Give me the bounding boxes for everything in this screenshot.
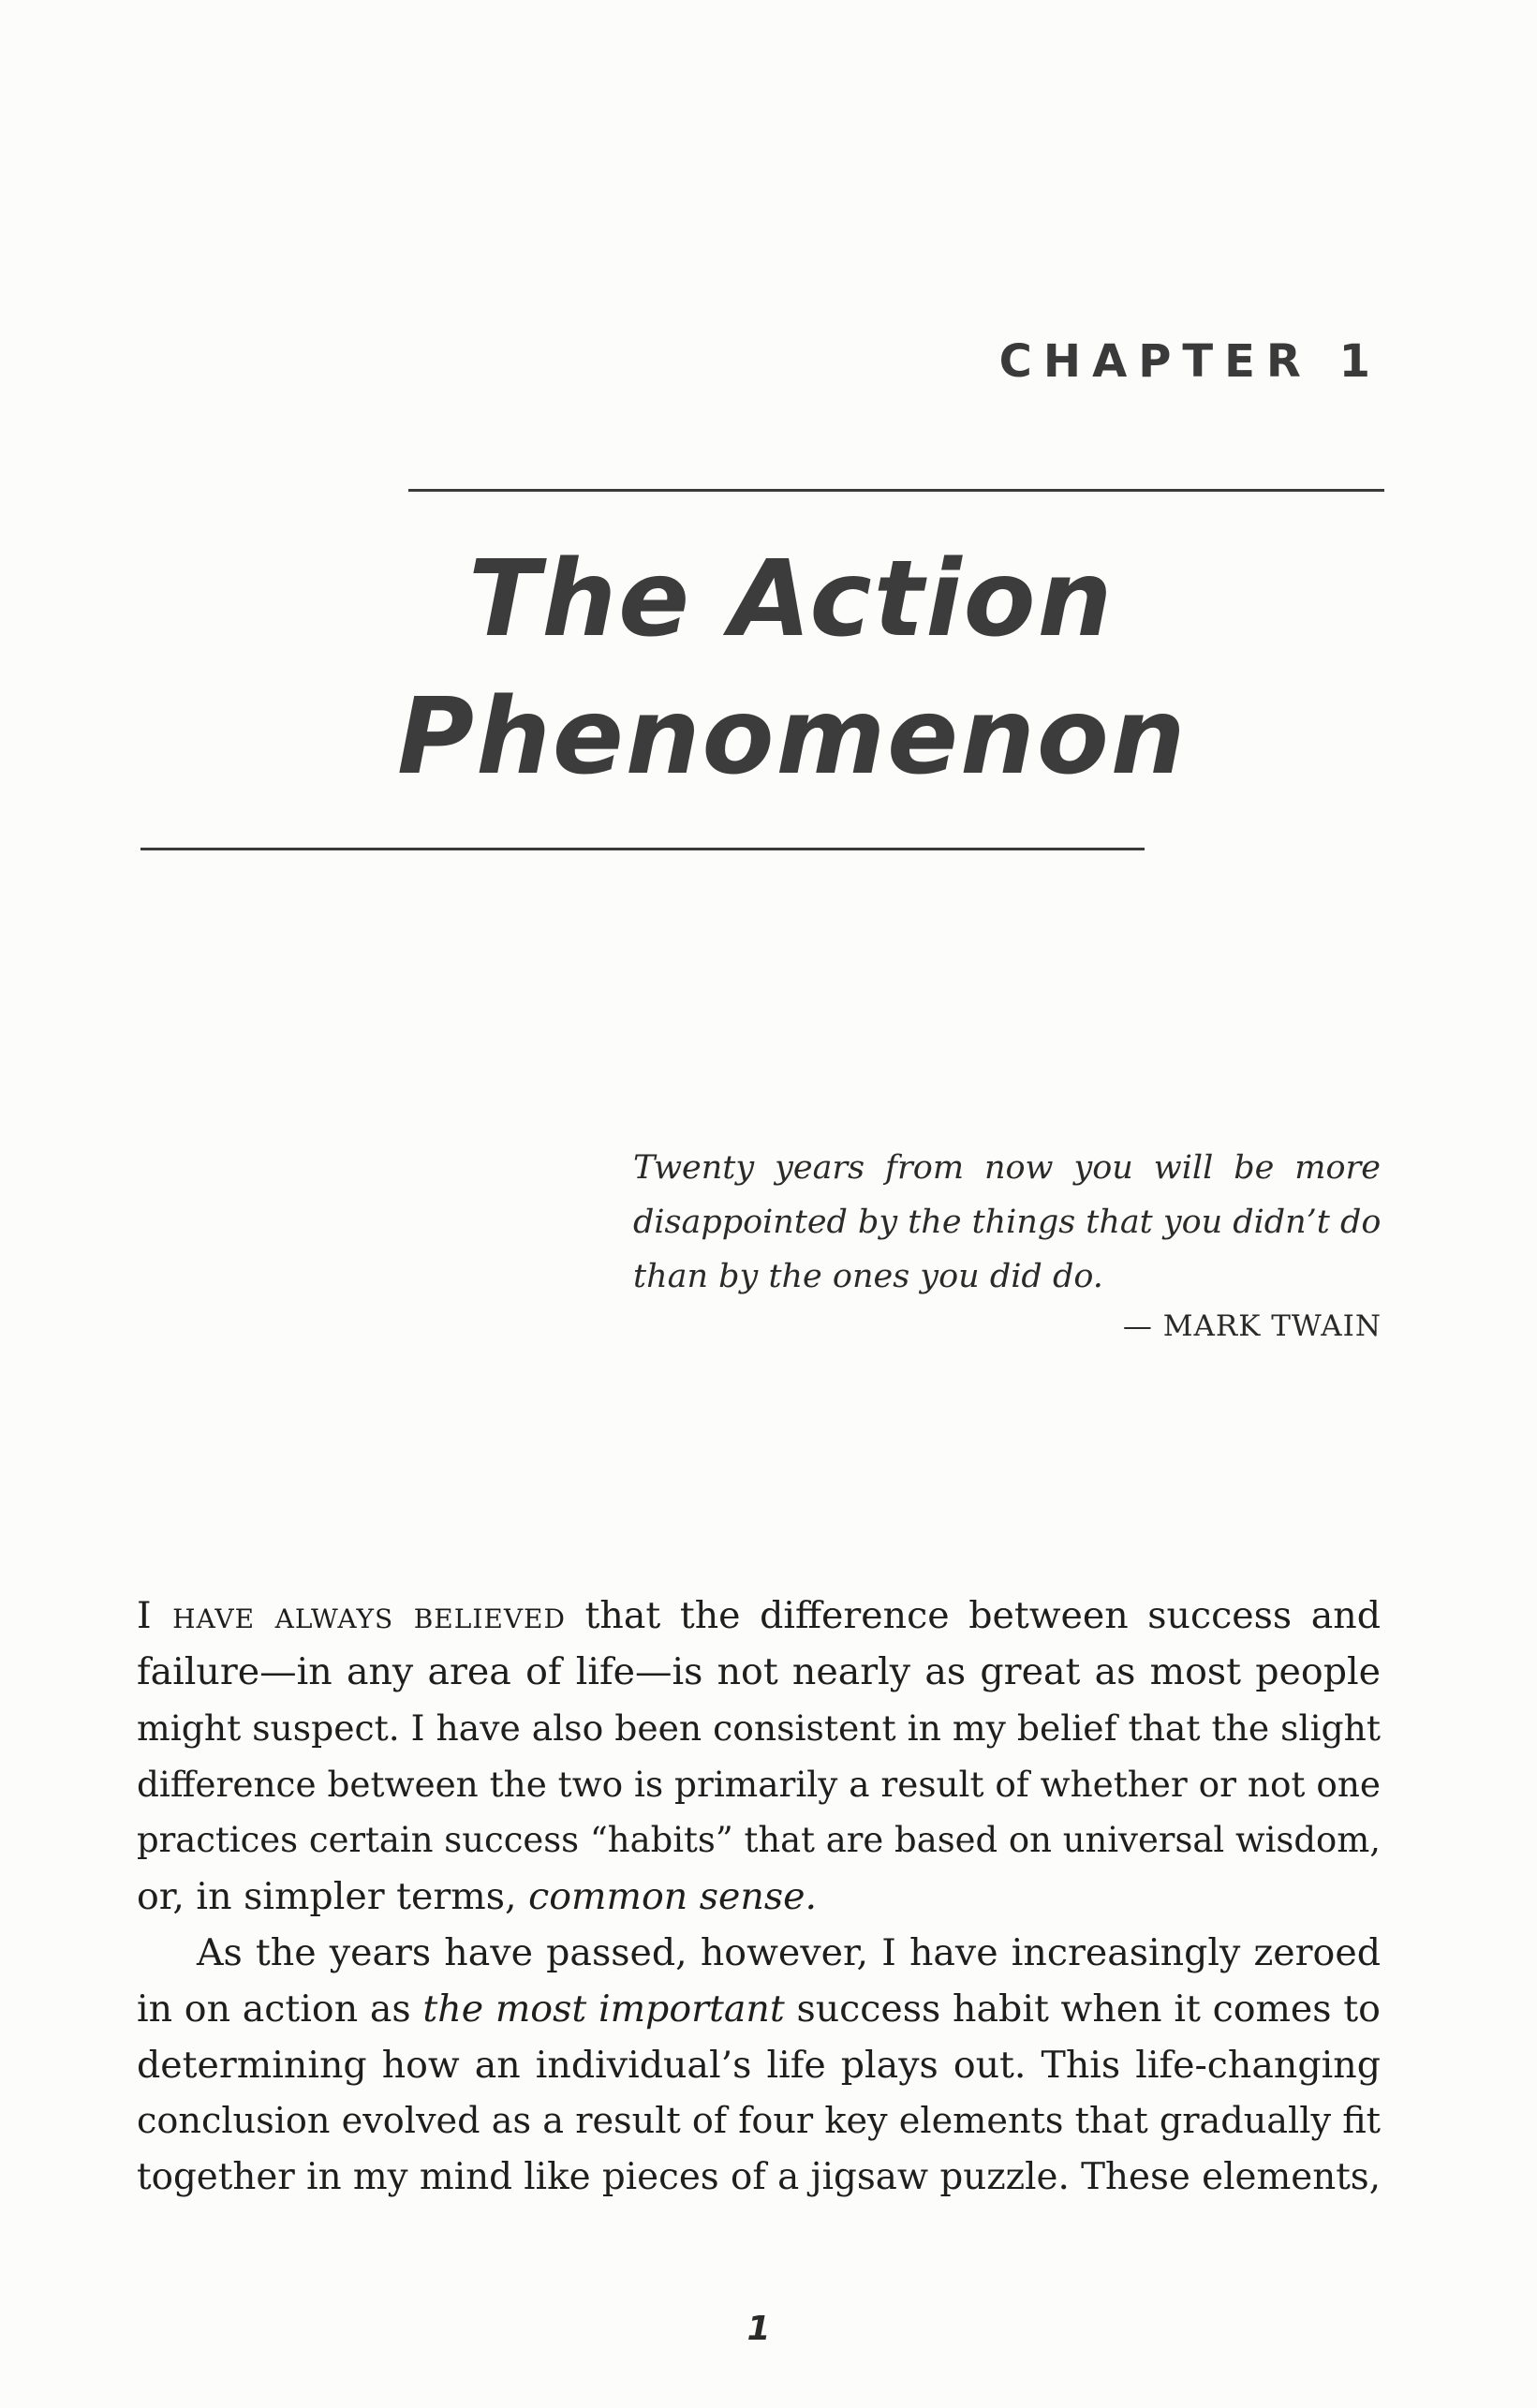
chapter-title-line-2: Phenomenon <box>397 676 1188 798</box>
page-number: 1 <box>746 2310 771 2348</box>
epigraph-attribution: — MARK TWAIN <box>1122 1309 1382 1343</box>
paragraph-line: together in my mind like pieces of a jigsaw puzzle. These elements, <box>137 2156 1382 2198</box>
paragraph-line: might suspect. I have also been consistent in my belief that the slight <box>137 1707 1381 1749</box>
text-run: in on action as <box>137 1987 423 2031</box>
paragraph-line: As the years have passed, however, I have increasingly zeroed <box>197 1931 1381 1974</box>
title-rule-bottom <box>140 848 1145 850</box>
paragraph-line <box>137 1588 1381 1644</box>
epigraph-line: Twenty years from now you will be more <box>633 1149 1381 1187</box>
paragraph-line <box>137 1981 1381 2037</box>
text-run: or, in simpler terms, <box>137 1875 529 1918</box>
chapter-title-line-1: The Action <box>468 539 1115 660</box>
paragraph-line: determining how an individual’s life plays out. This life-changing <box>137 2044 1381 2087</box>
emphasis-text: the most important <box>422 1987 785 2031</box>
epigraph-line: than by the ones you did do. <box>633 1258 1103 1295</box>
body-text <box>137 1588 1381 2206</box>
epigraph-quote <box>633 1141 1381 1304</box>
paragraph-line: difference between the two is primarily a result of whether or not one <box>137 1764 1381 1805</box>
paragraph-line: conclusion evolved as a result of four key elements that gradually fit <box>137 2101 1381 2142</box>
epigraph-line: disappointed by the things that you didn’t do <box>633 1204 1382 1241</box>
text-run: success habit when it comes to <box>784 1987 1381 2031</box>
paragraph-line <box>137 1869 1381 1925</box>
paragraph-line: practices certain success “habits” that are based on universal wisdom, <box>137 1820 1381 1860</box>
emphasis-text: common sense. <box>528 1875 818 1918</box>
title-rule-top <box>408 489 1384 492</box>
chapter-label: CHAPTER 1 <box>998 335 1382 388</box>
opening-words: I have always believed <box>137 1594 566 1637</box>
paragraph-line: failure—in any area of life—is not nearly as great as most people <box>137 1650 1381 1693</box>
text-run: that the difference between success and <box>565 1594 1382 1637</box>
